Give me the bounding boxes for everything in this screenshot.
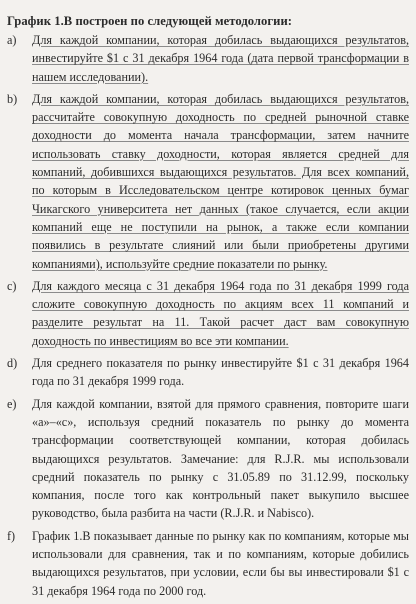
list-text-f: График 1.В показывает данные по рынку как по компаниям, которые мы использовали для сравнения, так и по компаниям, которые добились выдающихся результатов, при условии, если бы вы инвестировали $1 с 31 декабря 1964 года по 2000 год. xyxy=(32,528,409,598)
list-item-e xyxy=(7,395,409,523)
list-text-e: Для каждой компании, взятой для прямого сравнения, повторите шаги «a»–«c», используя средний показатель по рынку до момента трансформации соответствующей компании, которая добилась выдающихся результатов. Замечание: для R.J.R. мы использовали средний показатель по рынку с 31.05.89 по 31.12.99, поскольку компания, после того как контрольный пакет выкупило высшее руководство, была разбита на части (R.J.R. и Nabisco). xyxy=(32,396,409,521)
list-item-c xyxy=(7,277,409,350)
list-marker-a: a) xyxy=(7,33,17,47)
list-marker-e: e) xyxy=(7,396,17,411)
list-marker-d: d) xyxy=(7,356,18,371)
section-heading: График 1.В построен по следующей методологии: xyxy=(7,14,293,28)
list-item-f xyxy=(7,527,409,600)
list-marker-c: c) xyxy=(7,278,17,293)
list-text-b: Для каждой компании, которая добилась выдающихся результатов, рассчитайте совокупную доходность по средней рыночной ставке доходности до момента начала трансформации, затем начните использовать ставку доходности, которая является средней для компаний, добившихся выдающихся результатов. Для всех компаний, по которым в Исследовательском центре котировок ценных бумаг Чикагского университета нет данных (такое случается, если акции компаний еще не поступили на рынок, а также если компании появились в результате слияний или были приобретены другими компаниями), используйте средние показатели по рынку. xyxy=(32,91,409,271)
list-text-d: Для среднего показателя по рынку инвестируйте $1 с 31 декабря 1964 года по 31 декабря 1999 года. xyxy=(32,356,409,389)
list-text-a: Для каждой компании, которая добилась выдающихся результатов, инвестируйте $1 с 31 декабря 1964 года (дата первой трансформации в нашем исследовании). xyxy=(32,33,409,84)
list-item-b xyxy=(7,90,409,273)
document-page xyxy=(7,12,409,604)
list-marker-b: b) xyxy=(7,91,18,106)
list-item-d xyxy=(7,354,409,391)
list-item-a xyxy=(7,31,409,86)
list-marker-f: f) xyxy=(7,528,16,543)
list-text-c: Для каждого месяца с 31 декабря 1964 года по 31 декабря 1999 года сложите совокупную доходность по акциям всех 11 компаний и разделите результат на 11. Такой расчет даст вам совокупную доходность по инвестициям во все эти компании. xyxy=(32,278,409,348)
